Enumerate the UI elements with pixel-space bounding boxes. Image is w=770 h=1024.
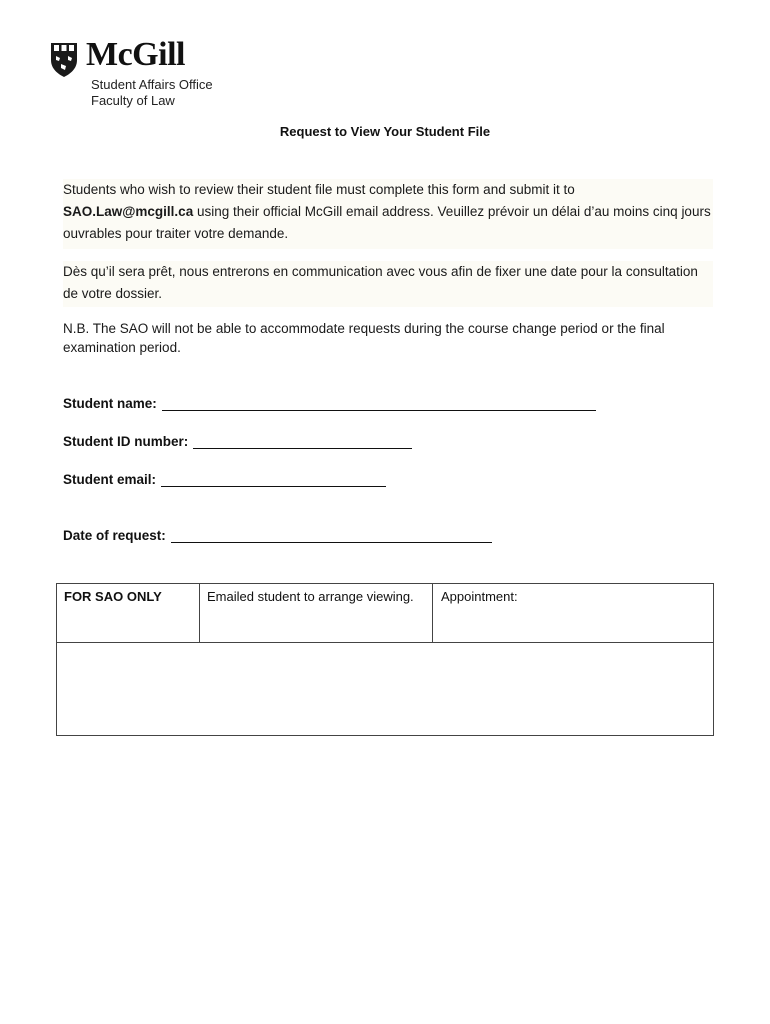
instructions-text-rest: using their official McGill email address. Veuillez prévoir un délai d’au moins cinq jours ouvrables pour traiter votre demande.	[63, 204, 711, 241]
sao-email-link[interactable]: SAO.Law@mcgill.ca	[63, 204, 194, 219]
emailed-student-cell[interactable]: Emailed student to arrange viewing.	[200, 584, 433, 642]
date-of-request-input[interactable]	[171, 528, 492, 543]
sao-only-table	[56, 583, 714, 736]
form-title: Request to View Your Student File	[279, 124, 491, 139]
nb-paragraph: N.B. The SAO will not be able to accommodate requests during the course change period or the final examination period.	[63, 321, 665, 355]
student-name-input[interactable]	[162, 396, 596, 411]
office-name: Student Affairs Office	[91, 77, 213, 92]
student-email-label: Student email:	[63, 472, 157, 487]
logo-wordmark: McGill	[86, 36, 185, 73]
student-id-label: Student ID number:	[63, 434, 189, 449]
appointment-cell[interactable]: Appointment:	[441, 589, 518, 604]
student-email-field[interactable]	[63, 472, 386, 487]
student-id-field[interactable]	[63, 434, 412, 449]
instructions-text: Students who wish to review their student file must complete this form and submit it to	[63, 182, 575, 197]
faculty-name: Faculty of Law	[91, 93, 175, 108]
sao-notes-cell[interactable]	[57, 643, 713, 735]
date-of-request-field[interactable]	[63, 528, 492, 543]
instructions-paragraph	[63, 179, 713, 249]
student-id-input[interactable]	[193, 434, 412, 449]
student-name-label: Student name:	[63, 396, 157, 411]
student-name-field[interactable]	[63, 396, 596, 411]
french-notice-paragraph: Dès qu’il sera prêt, nous entrerons en communication avec vous afin de fixer une date pour la consultation de votre dossier.	[63, 261, 713, 307]
sao-table-header-row	[57, 584, 713, 643]
date-of-request-label: Date of request:	[63, 528, 166, 543]
student-email-input[interactable]	[161, 472, 386, 487]
mcgill-shield-icon	[50, 42, 78, 78]
sao-only-cell: FOR SAO ONLY	[57, 584, 200, 642]
